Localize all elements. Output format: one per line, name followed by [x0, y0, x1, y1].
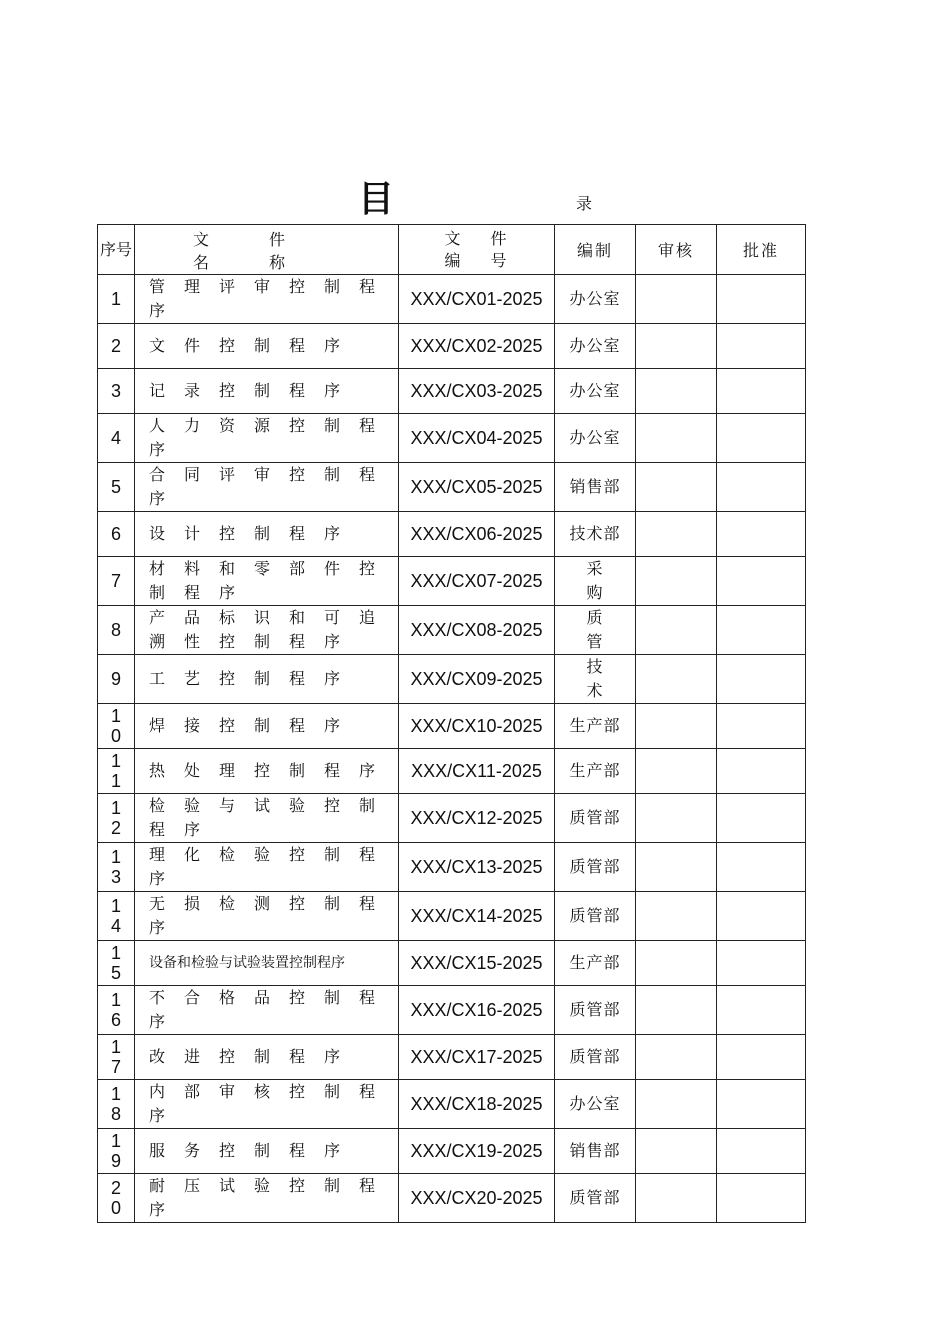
document-name: 工艺控制程序	[135, 655, 399, 704]
row-number: 6	[98, 512, 135, 557]
document-code: XXX/CX06-2025	[399, 512, 555, 557]
approve-cell	[717, 557, 806, 606]
document-name: 服务控制程序	[135, 1129, 399, 1174]
document-name: 焊接控制程序	[135, 704, 399, 749]
document-code: XXX/CX14-2025	[399, 892, 555, 941]
table-row	[98, 655, 806, 704]
table-row	[98, 606, 806, 655]
approve-cell	[717, 704, 806, 749]
approve-cell	[717, 1035, 806, 1080]
document-name: 耐压试验控制程序	[135, 1174, 399, 1223]
prepared-by-dept: 质管部	[555, 892, 636, 941]
row-number: 12	[98, 794, 135, 843]
table-row	[98, 512, 806, 557]
document-code: XXX/CX02-2025	[399, 324, 555, 369]
approve-cell	[717, 414, 806, 463]
table-row	[98, 986, 806, 1035]
toc-table	[97, 224, 806, 1223]
header-review: 审核	[636, 225, 717, 275]
row-number: 17	[98, 1035, 135, 1080]
review-cell	[636, 655, 717, 704]
row-number: 7	[98, 557, 135, 606]
approve-cell	[717, 1174, 806, 1223]
prepared-by-dept: 销售部	[555, 463, 636, 512]
row-number: 11	[98, 749, 135, 794]
prepared-by-dept: 质管部	[555, 843, 636, 892]
document-name: 设计控制程序	[135, 512, 399, 557]
review-cell	[636, 557, 717, 606]
document-code: XXX/CX15-2025	[399, 941, 555, 986]
approve-cell	[717, 1129, 806, 1174]
approve-cell	[717, 986, 806, 1035]
table-row	[98, 557, 806, 606]
document-code: XXX/CX09-2025	[399, 655, 555, 704]
approve-cell	[717, 606, 806, 655]
row-number: 5	[98, 463, 135, 512]
document-code: XXX/CX16-2025	[399, 986, 555, 1035]
document-code: XXX/CX01-2025	[399, 275, 555, 324]
review-cell	[636, 704, 717, 749]
prepared-by-dept: 生产部	[555, 941, 636, 986]
approve-cell	[717, 749, 806, 794]
prepared-by-dept: 技术部	[555, 512, 636, 557]
review-cell	[636, 986, 717, 1035]
document-name: 合同评审控制程序	[135, 463, 399, 512]
approve-cell	[717, 794, 806, 843]
review-cell	[636, 606, 717, 655]
document-name: 材料和零部件控制程序	[135, 557, 399, 606]
review-cell	[636, 749, 717, 794]
header-code-line1: 文件	[444, 228, 537, 248]
table-row	[98, 1174, 806, 1223]
toc-header-row	[98, 225, 806, 275]
document-code: XXX/CX07-2025	[399, 557, 555, 606]
document-name: 改进控制程序	[135, 1035, 399, 1080]
table-row	[98, 794, 806, 843]
table-row	[98, 369, 806, 414]
review-cell	[636, 794, 717, 843]
review-cell	[636, 941, 717, 986]
prepared-by-dept: 办公室	[555, 324, 636, 369]
document-name: 管理评审控制程序	[135, 275, 399, 324]
header-approve: 批准	[717, 225, 806, 275]
document-name: 人力资源控制程序	[135, 414, 399, 463]
approve-cell	[717, 512, 806, 557]
header-code-line2: 编号	[444, 250, 537, 270]
table-row	[98, 324, 806, 369]
review-cell	[636, 324, 717, 369]
approve-cell	[717, 843, 806, 892]
document-code: XXX/CX08-2025	[399, 606, 555, 655]
document-name: 设备和检验与试验装置控制程序	[135, 941, 399, 986]
table-row	[98, 414, 806, 463]
document-code: XXX/CX12-2025	[399, 794, 555, 843]
review-cell	[636, 1174, 717, 1223]
header-code	[399, 225, 555, 275]
row-number: 16	[98, 986, 135, 1035]
approve-cell	[717, 463, 806, 512]
review-cell	[636, 275, 717, 324]
review-cell	[636, 1129, 717, 1174]
row-number: 18	[98, 1080, 135, 1129]
prepared-by-dept: 办公室	[555, 1080, 636, 1129]
document-title-suffix: 录	[576, 194, 593, 213]
review-cell	[636, 843, 717, 892]
prepared-by-dept: 质管部	[555, 794, 636, 843]
approve-cell	[717, 369, 806, 414]
document-code: XXX/CX03-2025	[399, 369, 555, 414]
document-name: 产品标识和可追溯性控制程序	[135, 606, 399, 655]
review-cell	[636, 1080, 717, 1129]
row-number: 2	[98, 324, 135, 369]
document-name: 检验与试验控制程序	[135, 794, 399, 843]
prepared-by-dept: 质管部	[555, 1035, 636, 1080]
document-name: 理化检验控制程序	[135, 843, 399, 892]
review-cell	[636, 463, 717, 512]
table-row	[98, 463, 806, 512]
header-dept: 编制	[555, 225, 636, 275]
prepared-by-dept: 质管	[555, 606, 636, 655]
table-row	[98, 704, 806, 749]
approve-cell	[717, 1080, 806, 1129]
document-code: XXX/CX13-2025	[399, 843, 555, 892]
row-number: 14	[98, 892, 135, 941]
approve-cell	[717, 655, 806, 704]
table-row	[98, 749, 806, 794]
document-code: XXX/CX19-2025	[399, 1129, 555, 1174]
approve-cell	[717, 324, 806, 369]
header-no: 序号	[98, 225, 135, 275]
document-code: XXX/CX18-2025	[399, 1080, 555, 1129]
document-code: XXX/CX10-2025	[399, 704, 555, 749]
row-number: 19	[98, 1129, 135, 1174]
row-number: 15	[98, 941, 135, 986]
table-row	[98, 275, 806, 324]
prepared-by-dept: 质管部	[555, 986, 636, 1035]
review-cell	[636, 1035, 717, 1080]
approve-cell	[717, 275, 806, 324]
approve-cell	[717, 941, 806, 986]
document-code: XXX/CX17-2025	[399, 1035, 555, 1080]
table-row	[98, 1080, 806, 1129]
prepared-by-dept: 办公室	[555, 275, 636, 324]
table-row	[98, 1129, 806, 1174]
document-name: 无损检测控制程序	[135, 892, 399, 941]
prepared-by-dept: 办公室	[555, 369, 636, 414]
prepared-by-dept: 生产部	[555, 704, 636, 749]
document-code: XXX/CX20-2025	[399, 1174, 555, 1223]
row-number: 3	[98, 369, 135, 414]
prepared-by-dept: 办公室	[555, 414, 636, 463]
document-name: 文件控制程序	[135, 324, 399, 369]
toc-body	[98, 275, 806, 1223]
header-name: 文件名称	[135, 225, 399, 275]
review-cell	[636, 369, 717, 414]
row-number: 8	[98, 606, 135, 655]
row-number: 9	[98, 655, 135, 704]
prepared-by-dept: 销售部	[555, 1129, 636, 1174]
document-name: 热处理控制程序	[135, 749, 399, 794]
row-number: 10	[98, 704, 135, 749]
approve-cell	[717, 892, 806, 941]
row-number: 4	[98, 414, 135, 463]
table-row	[98, 892, 806, 941]
table-row	[98, 1035, 806, 1080]
prepared-by-dept: 质管部	[555, 1174, 636, 1223]
document-name: 不合格品控制程序	[135, 986, 399, 1035]
document-code: XXX/CX04-2025	[399, 414, 555, 463]
prepared-by-dept: 采购	[555, 557, 636, 606]
review-cell	[636, 892, 717, 941]
row-number: 1	[98, 275, 135, 324]
prepared-by-dept: 技术	[555, 655, 636, 704]
row-number: 20	[98, 1174, 135, 1223]
document-code: XXX/CX05-2025	[399, 463, 555, 512]
row-number: 13	[98, 843, 135, 892]
review-cell	[636, 414, 717, 463]
document-name: 记录控制程序	[135, 369, 399, 414]
document-name: 内部审核控制程序	[135, 1080, 399, 1129]
review-cell	[636, 512, 717, 557]
table-row	[98, 941, 806, 986]
document-code: XXX/CX11-2025	[399, 749, 555, 794]
table-row	[98, 843, 806, 892]
document-title: 目	[358, 179, 395, 220]
prepared-by-dept: 生产部	[555, 749, 636, 794]
